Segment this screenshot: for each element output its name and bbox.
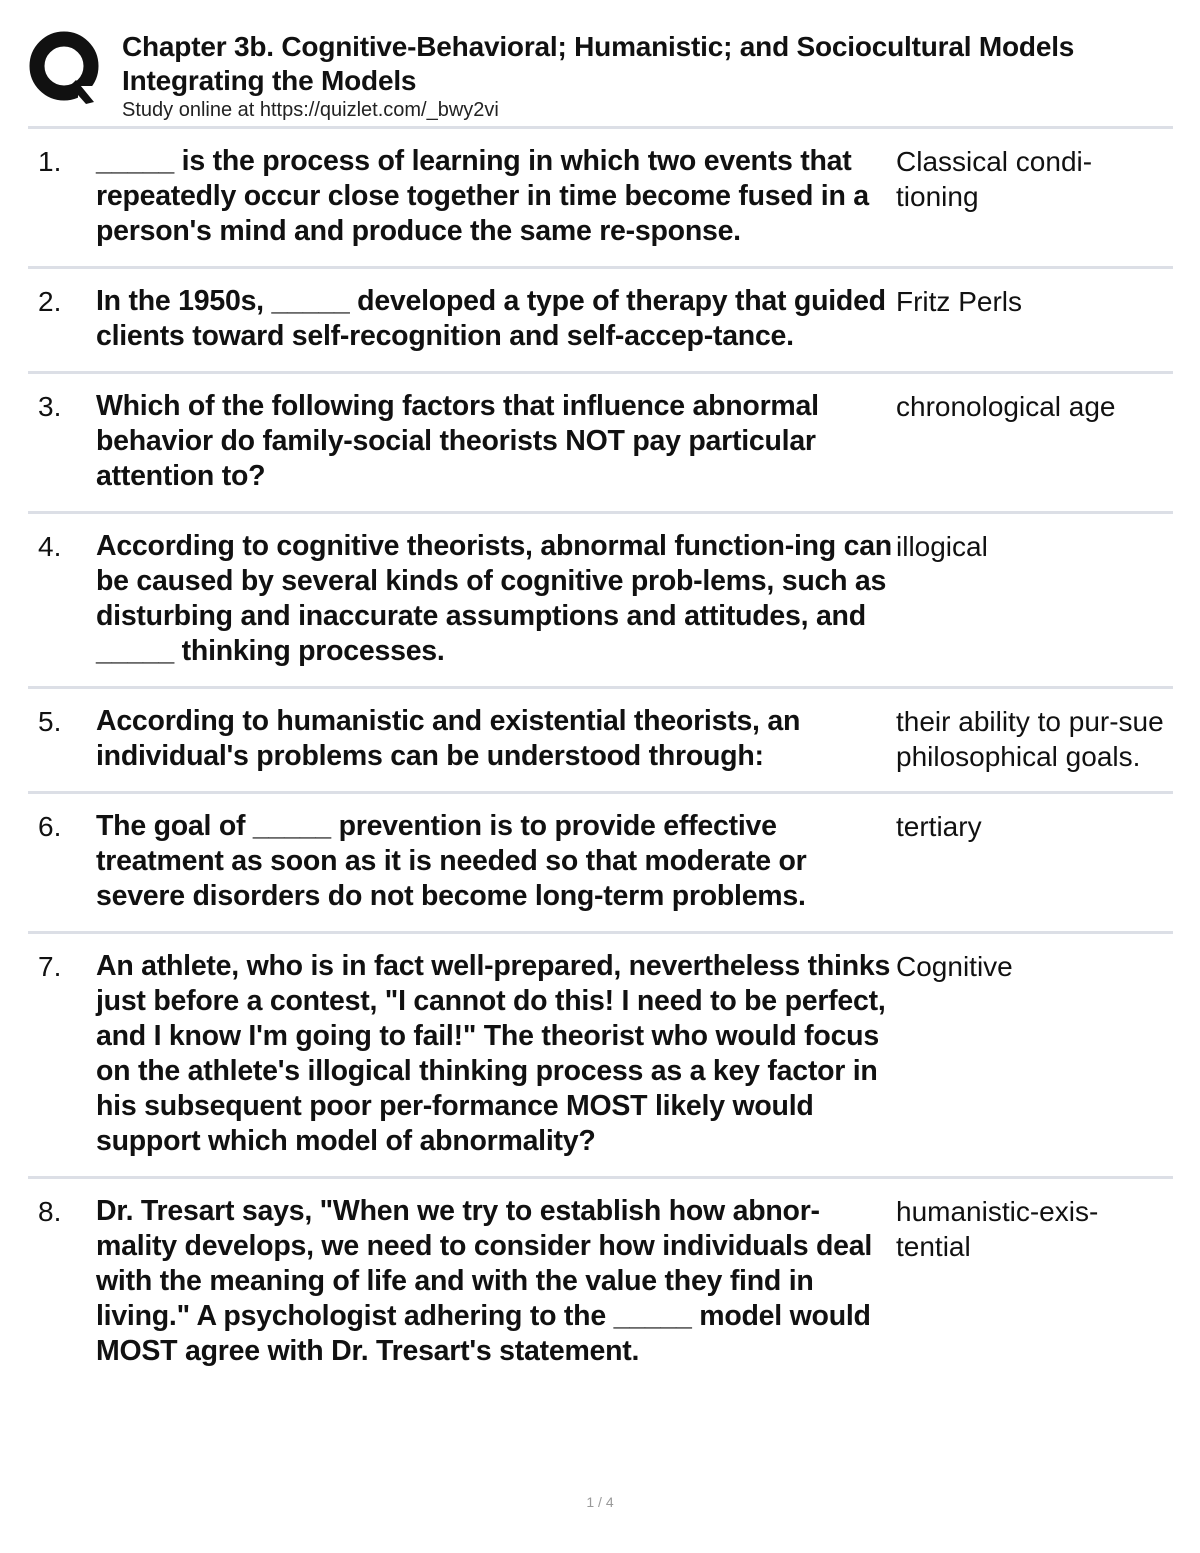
flashcard-list — [28, 126, 1173, 1386]
card-number: 1. — [38, 146, 62, 177]
card-term: The goal of _____ prevention is to provide effective treatment as soon as it is needed so that moderate or severe disorders do not become long-term problems. — [96, 810, 807, 912]
card-number: 4. — [38, 531, 62, 562]
card-term: According to humanistic and existential theorists, an individual's problems can be understood through: — [96, 705, 801, 772]
card-term: In the 1950s, _____ developed a type of therapy that guided clients toward self-recognition and self-accep-tance. — [96, 285, 886, 352]
flashcard-row — [28, 126, 1173, 266]
card-term: _____ is the process of learning in which two events that repeatedly occur close together in time become fused in a person's mind and produce the same re-sponse. — [96, 145, 869, 247]
flashcard-row — [28, 686, 1173, 791]
card-term: Which of the following factors that influence abnormal behavior do family-social theorists NOT pay particular attention to? — [96, 390, 819, 492]
card-number: 6. — [38, 811, 62, 842]
card-term: An athlete, who is in fact well-prepared, nevertheless thinks just before a contest, "I cannot do this! I need to be perfect, and I know I'm going to fail!" The theorist who would focus on the athlete's illogical thinking process as a key factor in his subsequent poor per-formance MOST likely would support which model of abnormality? — [96, 950, 891, 1157]
card-definition: Cognitive — [896, 951, 1013, 982]
flashcard-row — [28, 371, 1173, 511]
card-number: 5. — [38, 706, 62, 737]
card-definition: chronological age — [896, 391, 1116, 422]
card-term: Dr. Tresart says, "When we try to establish how abnor-mality develops, we need to consider how individuals deal with the meaning of life and with the value they find in living." A psychologist adhering to the _____ model would MOST agree with Dr. Tresart's statement. — [96, 1195, 873, 1367]
card-definition: Fritz Perls — [896, 286, 1022, 317]
card-number: 7. — [38, 951, 62, 982]
flashcard-row — [28, 511, 1173, 686]
card-definition: their ability to pur-sue philosophical goals. — [896, 706, 1164, 772]
page-header — [28, 28, 1200, 128]
flashcard-row — [28, 791, 1173, 931]
page-subtitle: Integrating the Models — [122, 65, 417, 96]
title-block — [122, 30, 1200, 122]
flashcard-row — [28, 1176, 1173, 1386]
flashcard-row — [28, 266, 1173, 371]
card-term: According to cognitive theorists, abnormal function-ing can be caused by several kinds of cognitive prob-lems, such as disturbing and inaccurate assumptions and attitudes, and _____ thinking processes. — [96, 530, 892, 667]
study-online-link[interactable]: Study online at https://quizlet.com/_bwy2vi — [122, 99, 499, 121]
card-number: 3. — [38, 391, 62, 422]
card-number: 8. — [38, 1196, 62, 1227]
card-number: 2. — [38, 286, 62, 317]
card-definition: humanistic-exis-tential — [896, 1196, 1099, 1262]
flashcard-row — [28, 931, 1173, 1176]
quizlet-q-logo-icon — [28, 30, 104, 106]
card-definition: illogical — [896, 531, 988, 562]
card-definition: tertiary — [896, 811, 982, 842]
page-indicator: 1 / 4 — [586, 1494, 614, 1510]
page-title: Chapter 3b. Cognitive-Behavioral; Humanistic; and Sociocultural Models — [122, 31, 1075, 62]
card-definition: Classical condi-tioning — [896, 146, 1093, 212]
